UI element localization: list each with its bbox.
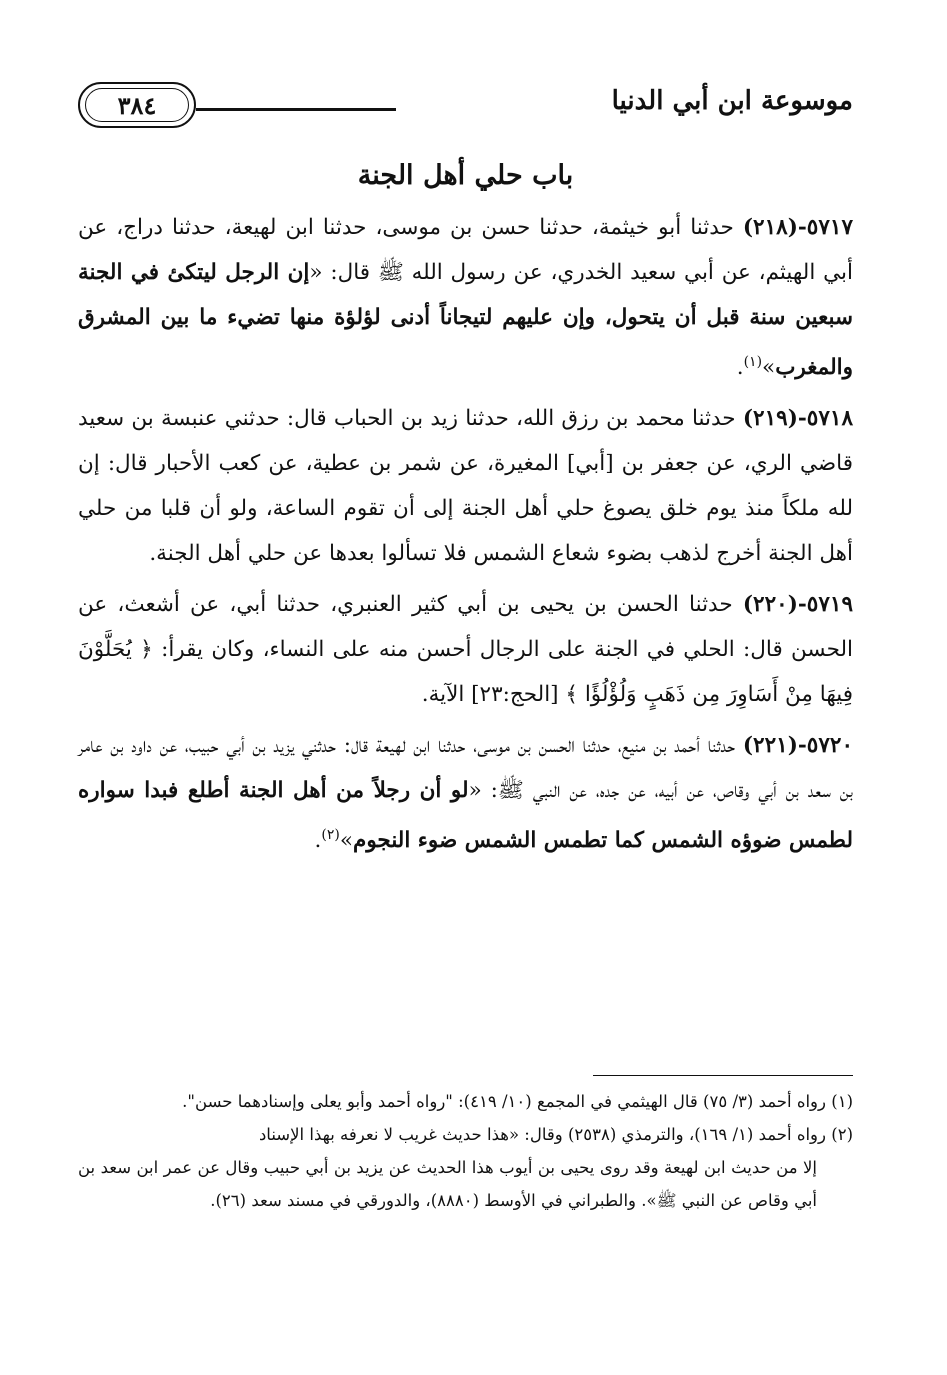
footnote-separator xyxy=(593,1075,853,1076)
page-header xyxy=(78,78,853,134)
entry-number: ٥٧١٩-(٢٢٠) xyxy=(742,592,853,618)
hadith-text: لو أن رجلاً من أهل الجنة أطلع فبدا سواره لطمس ضوؤه الشمس كما تطمس الشمس ضوء النجوم xyxy=(78,778,853,854)
running-title: موسوعة ابن أبي الدنيا xyxy=(611,86,853,116)
entry-text: حدثنا محمد بن رزق الله، حدثنا زيد بن الحباب قال: حدثني عنبسة بن سعيد قاضي الري، عن جعفر بن [أبي] المغيرة، عن شمر بن عطية، عن كعب الأحبار قال: إن لله ملكاً منذ يوم خلق يصوغ حلي أهل الجنة إلى أن تقوم الساعة، ولو أن قلبا من حلي أهل الجنة أخرج لذهب بضوء شعاع الشمس فلا تسألوا بعدها عن حلي أهل الجنة. xyxy=(78,406,853,567)
header-rule xyxy=(196,108,396,111)
entry-text: حدثنا أحمد بن منيع، حدثنا الحسن بن موسى، حدثنا ابن لهيعة قال: حدثني يزيد بن أبي حبيب، عن داود بن عامر بن سعد بن أبي وقاص، عن أبيه، عن جده، عن النبي ﷺ: « xyxy=(78,733,854,804)
hadith-text: إن الرجل ليتكئ في الجنة سبعين سنة قبل أن يتحول، وإن عليهم لتيجاناً أدنى لؤلؤة منها تضيء ما بين المشرق والمغرب xyxy=(78,260,853,381)
footnote-2: (٢) رواه أحمد (١/ ١٦٩)، والترمذي (٢٥٣٨) وقال: «هذا حديث غريب لا نعرفه بهذا الإسناد xyxy=(258,1125,853,1144)
entry-text: حدثنا الحسن بن يحيى بن أبي كثير العنبري، حدثنا أبي، عن أشعث، عن الحسن قال: الحلي في الجنة على الرجال أحسن منه على النساء، وكان يقرأ: ﴿ يُحَلَّوْنَ فِيهَا مِنْ أَسَاوِرَ مِن ذَهَبٍ وَلُؤْلُؤًا ﴾ [الحج:٢٣] الآية. xyxy=(78,592,853,708)
entry-end: . xyxy=(314,828,322,854)
page-number: ٣٨٤ xyxy=(117,91,157,120)
entry-5718 xyxy=(78,396,853,576)
footnote-1: (١) رواه أحمد (٣/ ٧٥) قال الهيثمي في المجمع (١٠/ ٤١٩): "رواه أحمد وأبو يعلى وإسنادهما حسن". xyxy=(182,1092,853,1111)
entry-number: ٥٧٢٠-(٢٢١) xyxy=(742,733,853,759)
entry-number: ٥٧١٧-(٢١٨) xyxy=(742,215,853,240)
quote-close: » xyxy=(339,828,354,854)
footnote-ref: (١) xyxy=(743,354,763,370)
entry-text: حدثنا أبو خيثمة، حدثنا حسن بن موسى، حدثنا ابن لهيعة، حدثنا دراج، عن أبي الهيثم، عن أبي سعيد الخدري، عن رسول الله ﷺ قال: « xyxy=(78,215,853,285)
entry-5720 xyxy=(78,723,853,863)
footnote-ref: (٢) xyxy=(321,827,340,844)
entry-5717 xyxy=(78,205,853,390)
entry-5719 xyxy=(78,582,853,717)
footnotes xyxy=(78,1085,853,1217)
footnote-2-continued: إلا من حديث ابن لهيعة وقد روى يحيى بن أيوب هذا الحديث عن يزيد بن أبي حبيب وقال عن عمر ابن سعد بن أبي وقاص عن النبي ﷺ». والطبراني في الأوسط (٨٨٨٠)، والدورقي في مسند سعد (٢٦). xyxy=(78,1158,817,1210)
main-text xyxy=(78,160,853,869)
entry-number: ٥٧١٨-(٢١٩) xyxy=(742,406,853,432)
page-number-frame xyxy=(78,82,196,128)
quote-close: » xyxy=(762,355,776,381)
entry-end: . xyxy=(736,355,744,381)
chapter-title: باب حلي أهل الجنة xyxy=(357,160,574,191)
